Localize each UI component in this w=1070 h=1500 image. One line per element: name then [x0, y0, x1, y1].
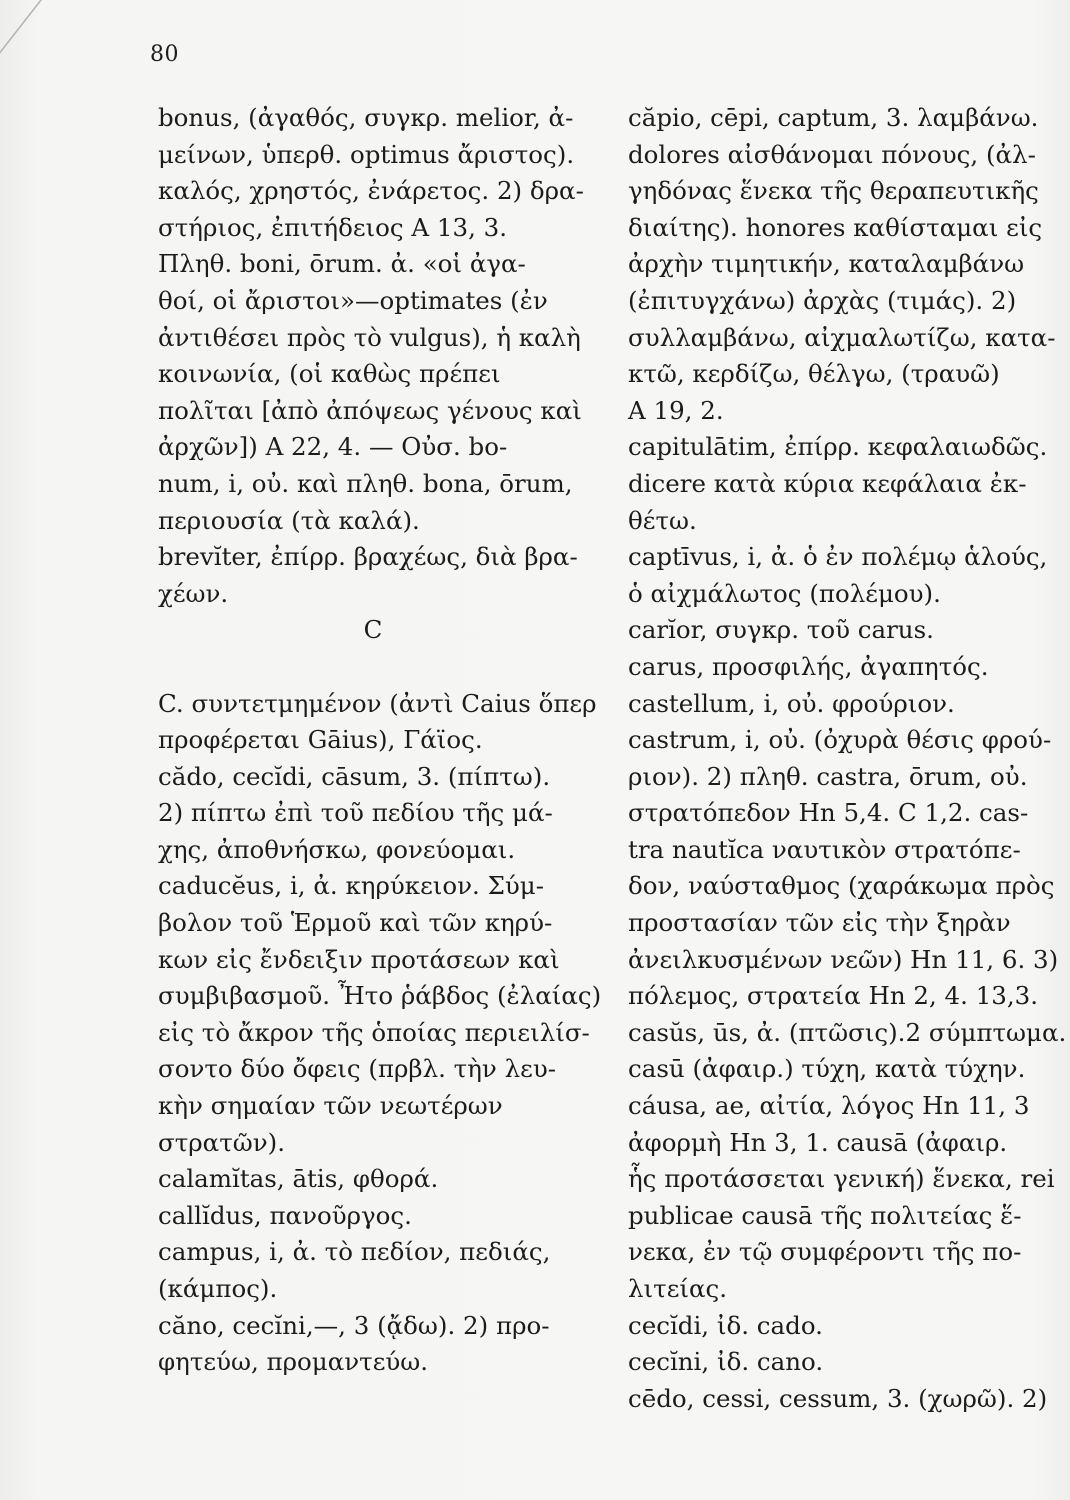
entry-line: νεκα, ἐν τῷ συμφέροντι τῆς πο-: [628, 1237, 1022, 1267]
section-gap: [158, 649, 588, 686]
entry-line: publicae causā τῆς πολιτείας ἕ-: [628, 1200, 1022, 1230]
entry-line: περιουσία (τὰ καλά).: [158, 505, 420, 535]
entry-line: cecĭni, ἰδ. cano.: [628, 1347, 824, 1377]
entry-line: ἧς προτάσσεται γενική) ἕνεκα, rei: [628, 1164, 1055, 1194]
entry-line: Α 19, 2.: [628, 395, 724, 425]
entry-line: (κάμπος).: [158, 1274, 278, 1303]
right-column: [628, 100, 1067, 1417]
entry-line: carĭor, συγκρ. τοῦ carus.: [628, 615, 934, 645]
entry-line: χης, ἀποθνήσκω, φονεύομαι.: [158, 834, 516, 864]
entry-line: cădo, cecĭdi, cāsum, 3. (πίπτω).: [158, 761, 551, 791]
entry-line: φητεύω, προμαντεύω.: [158, 1347, 429, 1377]
page-number: 80: [150, 42, 179, 67]
entry-line: βολον τοῦ Ἑρμοῦ καὶ τῶν κηρύ-: [158, 908, 553, 938]
entry-line: χέων.: [158, 578, 229, 608]
entry-line: στήριος, ἐπιτήδειος Α 13, 3.: [158, 212, 508, 242]
entry-line: κὴν σημαίαν τῶν νεωτέρων: [158, 1091, 503, 1121]
entry-line: campus, i, ἀ. τὸ πεδίον, πεδιάς,: [158, 1237, 551, 1267]
entry-line: callĭdus, πανοῦργος.: [158, 1200, 412, 1230]
entry-line: στρατόπεδον Ηn 5,4. C 1,2. cas-: [628, 798, 1029, 828]
entry-line: κοινωνία, (οἱ καθὼς πρέπει: [158, 359, 501, 389]
entry-line: captīvus, i, ἀ. ὁ ἐν πολέμῳ ἁλούς,: [628, 542, 1048, 572]
entry-line: θοί, οἱ ἄριστοι»—optimates (ἐν: [158, 285, 548, 315]
entry-line: num, i, οὐ. καὶ πληθ. bona, ōrum,: [158, 468, 573, 498]
entry-line: λιτείας.: [628, 1274, 728, 1303]
entry-line: cēdo, cessi, cessum, 3. (χωρῶ). 2): [628, 1383, 1048, 1413]
entry-line: θέτω.: [628, 505, 697, 535]
entry-line: ριον). 2) πληθ. castra, ōrum, οὐ.: [628, 761, 1028, 791]
entry-line: 2) πίπτω ἐπὶ τοῦ πεδίου τῆς μά-: [158, 798, 553, 828]
entry-line: ἀρχὴν τιμητικήν, καταλαμβάνω: [628, 249, 1025, 279]
entry-line: cecĭdi, ἰδ. cado.: [628, 1310, 823, 1340]
entry-line: εἰς τὸ ἄκρον τῆς ὁποίας περιειλίσ-: [158, 1017, 590, 1047]
entry-line: προφέρεται Gāius), Γάϊος.: [158, 725, 483, 755]
entry-line: căno, cecĭni,—, 3 (ᾄδω). 2) προ-: [158, 1310, 550, 1340]
entry-line: C. συντετμημένον (ἀντὶ Caius ὅπερ: [158, 688, 597, 718]
entry-line: ἀντιθέσει πρὸς τὸ vulgus), ἡ καλὴ: [158, 322, 581, 352]
left-column: [158, 100, 602, 1381]
entry-line: ἀρχῶν]) Α 22, 4. — Οὐσ. bo-: [158, 432, 508, 462]
entry-line: castellum, i, οὐ. φρούριον.: [628, 688, 955, 718]
entry-line: σοντο δύο ὄφεις (πρβλ. τὴν λευ-: [158, 1054, 556, 1084]
entry-line: γηδόνας ἕνεκα τῆς θεραπευτικῆς: [628, 176, 1039, 206]
entry-line: διαίτης). honores καθίσταμαι εἰς: [628, 212, 1043, 242]
entry-line: Πληθ. boni, ōrum. ἀ. «οἱ ἀγα-: [158, 249, 526, 279]
entry-line: δον, ναύσταθμος (χαράκωμα πρὸς: [628, 871, 1055, 901]
scan-corner-mark: [0, 0, 42, 110]
entry-line: μείνων, ὑπερθ. optimus ἄριστος).: [158, 139, 575, 169]
entry-line: (ἐπιτυγχάνω) ἀρχὰς (τιμάς). 2): [628, 285, 1017, 315]
entry-line: calamĭtas, ātis, φθορά.: [158, 1164, 439, 1194]
entry-line: cáusa, ae, αἰτία, λόγος Ηn 11, 3: [628, 1091, 1030, 1121]
entry-line: ἀφορμὴ Ηn 3, 1. causā (ἀφαιρ.: [628, 1127, 1008, 1157]
entry-line: brevĭter, ἐπίρρ. βραχέως, διὰ βρα-: [158, 542, 578, 572]
entry-line: κτῶ, κερδίζω, θέλγω, (τραυῶ): [628, 359, 1000, 389]
entry-line: dicere κατὰ κύρια κεφάλαια ἐκ-: [628, 468, 1027, 498]
entry-line: προστασίαν τῶν εἰς τὴν ξηρὰν: [628, 908, 1011, 938]
entry-line: πολῖται [ἀπὸ ἀπόψεως γένους καὶ: [158, 395, 582, 425]
entry-line: στρατῶν).: [158, 1127, 285, 1157]
entry-line: tra nautĭca ναυτικὸν στρατόπε-: [628, 834, 1021, 864]
entry-line: capitulātim, ἐπίρρ. κεφαλαιωδῶς.: [628, 432, 1048, 462]
section-letter-heading: C: [363, 615, 383, 645]
entry-line: casŭs, ūs, ἀ. (πτῶσις).2 σύμπτωμα.: [628, 1017, 1067, 1047]
entry-line: casū (ἀφαιρ.) τύχη, κατὰ τύχην.: [628, 1054, 1026, 1084]
entry-line: bonus, (ἀγαθός, συγκρ. melior, ἀ-: [158, 103, 574, 132]
entry-line: συλλαμβάνω, αἰχμαλωτίζω, κατα-: [628, 322, 1056, 352]
entry-line: carus, προσφιλής, ἀγαπητός.: [628, 651, 989, 681]
entry-line: dolores αἰσθάνομαι πόνους, (ἀλ-: [628, 139, 1036, 169]
entry-line: πόλεμος, στρατεία Ηn 2, 4. 13,3.: [628, 981, 1039, 1011]
entry-line: ἀνειλκυσμένων νεῶν) Ηn 11, 6. 3): [628, 944, 1059, 974]
entry-line: căpio, cēpi, captum, 3. λαμβάνω.: [628, 103, 1039, 132]
entry-line: caducĕus, i, ἀ. κηρύκειον. Σύμ-: [158, 871, 545, 901]
entry-line: συμβιβασμοῦ. Ἦτο ῥάβδος (ἐλαίας): [158, 981, 602, 1011]
entry-line: καλός, χρηστός, ἐνάρετος. 2) δρα-: [158, 176, 584, 206]
entry-line: castrum, i, οὐ. (ὀχυρὰ θέσις φρού-: [628, 725, 1052, 755]
entry-line: ὁ αἰχμάλωτος (πολέμου).: [628, 578, 941, 608]
entry-line: κων εἰς ἔνδειξιν προτάσεων καὶ: [158, 944, 560, 974]
